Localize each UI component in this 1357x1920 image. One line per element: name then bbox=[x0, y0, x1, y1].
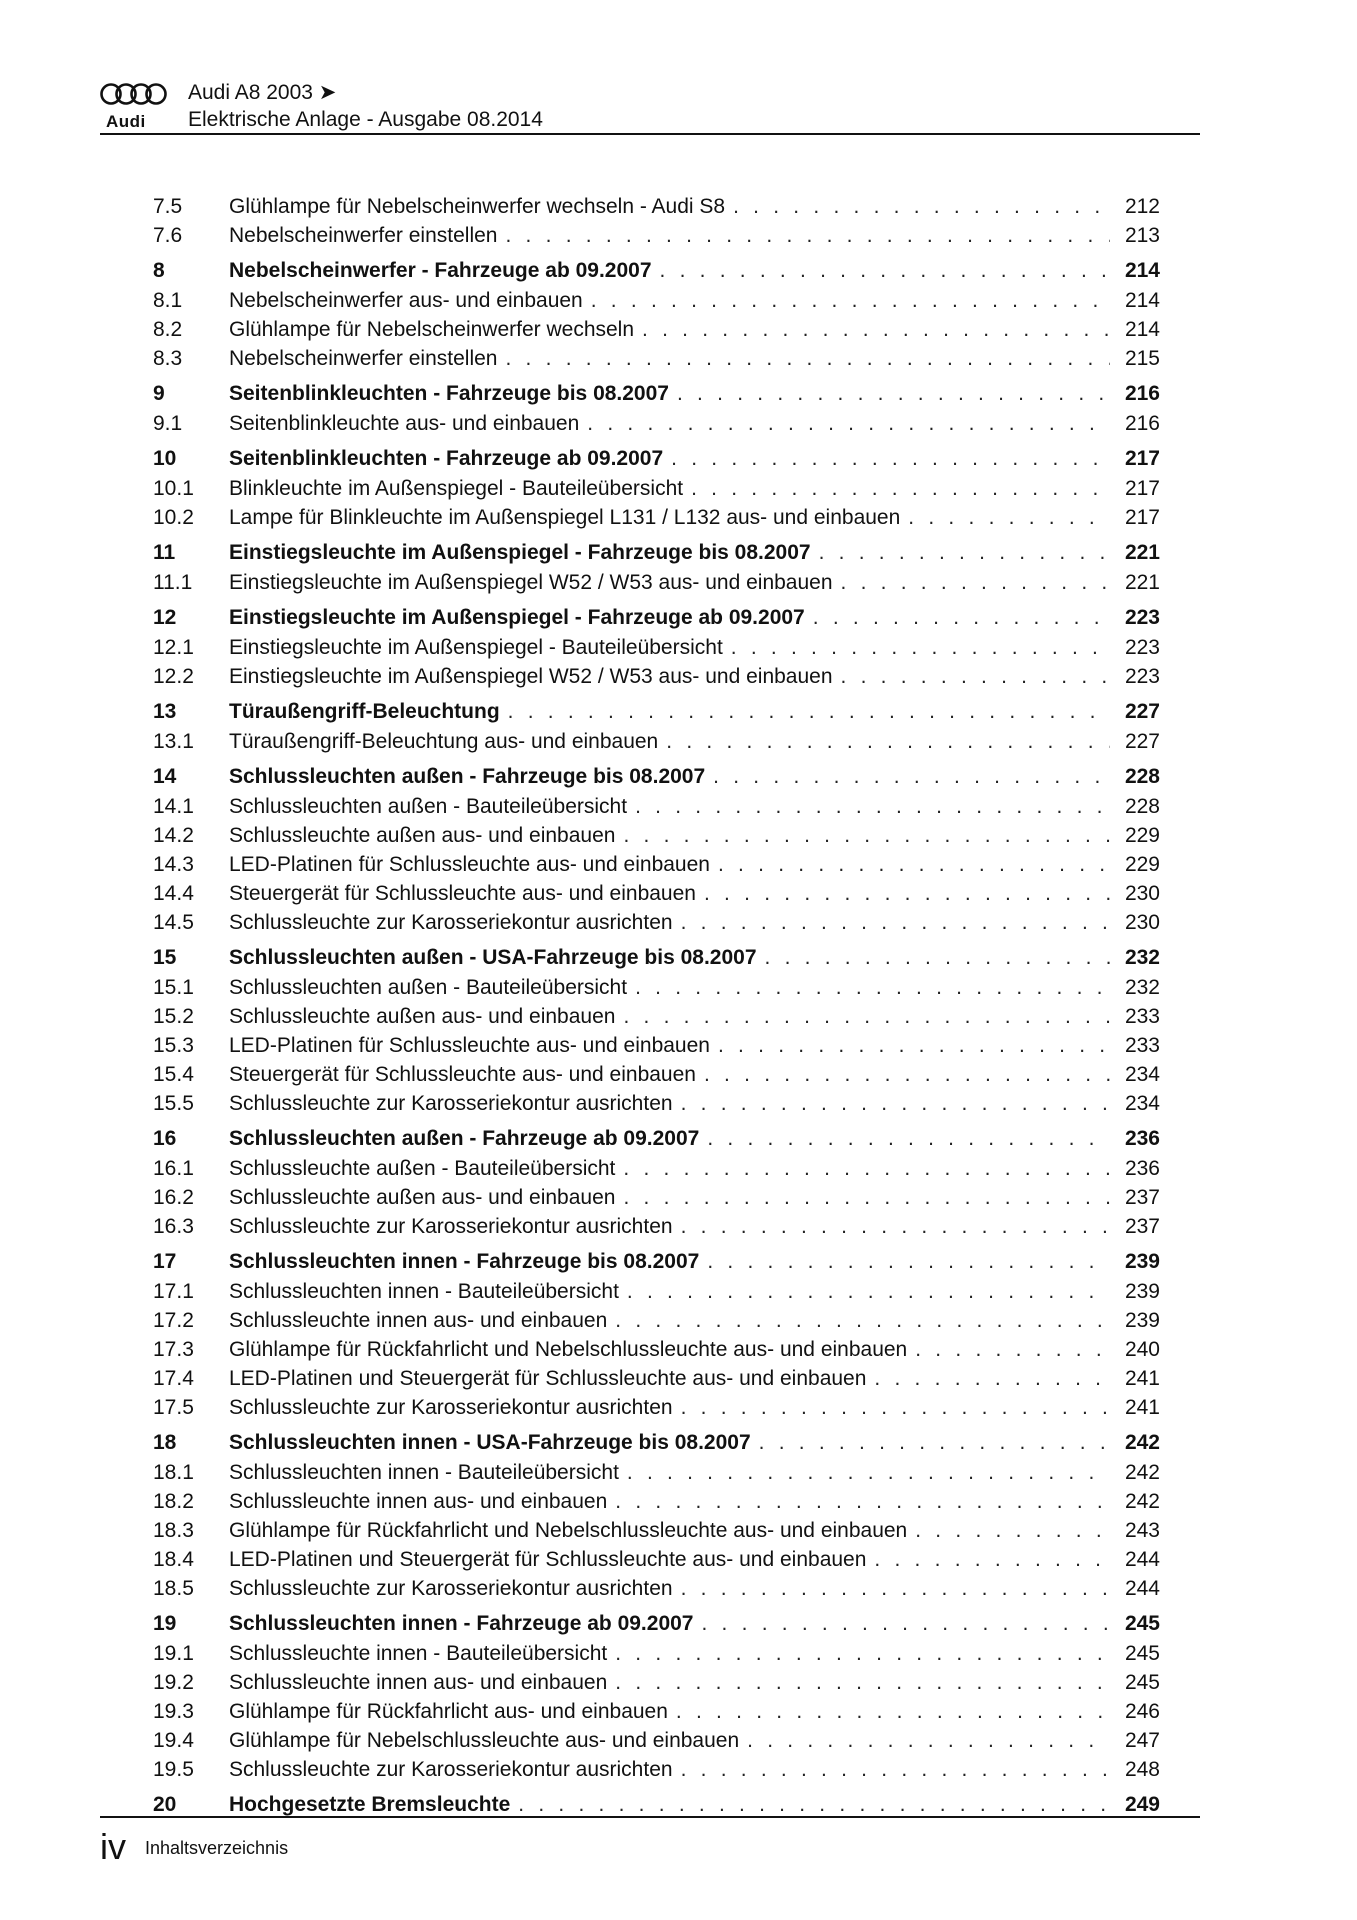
toc-entry[interactable] bbox=[153, 1277, 1160, 1306]
toc-entry-title: Glühlampe für Nebelscheinwerfer wechseln - Audi S8 bbox=[229, 195, 726, 218]
toc-entry-title: LED-Platinen und Steuergerät für Schlussleuchte aus- und einbauen bbox=[229, 1367, 867, 1390]
toc-entry-title: Schlussleuchte zur Karosseriekontur ausrichten bbox=[229, 1215, 673, 1238]
toc-entry-title: LED-Platinen für Schlussleuchte aus- und einbauen bbox=[229, 853, 710, 876]
toc-entry-page: 245 bbox=[1124, 1671, 1160, 1694]
dot-leader bbox=[707, 1246, 1110, 1277]
toc-entry-number: 16.2 bbox=[153, 1186, 194, 1209]
toc-entry-number: 13.1 bbox=[153, 730, 194, 753]
toc-entry[interactable] bbox=[153, 633, 1160, 662]
toc-entry[interactable] bbox=[153, 1002, 1160, 1031]
toc-entry-title: Schlussleuchte zur Karosseriekontur ausrichten bbox=[229, 911, 673, 934]
page-number: iv bbox=[100, 1826, 126, 1867]
toc-entry-page: 217 bbox=[1124, 477, 1160, 500]
toc-entry[interactable] bbox=[153, 1089, 1160, 1118]
dot-leader bbox=[874, 1545, 1110, 1574]
toc-entry-number: 10 bbox=[153, 447, 177, 470]
toc-entry-number: 17.2 bbox=[153, 1309, 194, 1332]
dot-leader bbox=[707, 1123, 1110, 1154]
toc-entry[interactable] bbox=[153, 973, 1160, 1002]
toc-entry-page: 245 bbox=[1124, 1642, 1160, 1665]
toc-entry[interactable] bbox=[153, 727, 1160, 756]
dot-leader bbox=[508, 696, 1110, 727]
toc-entry-number: 8.2 bbox=[153, 318, 183, 341]
toc-entry-title: LED-Platinen und Steuergerät für Schlussleuchte aus- und einbauen bbox=[229, 1548, 867, 1571]
toc-entry-page: 216 bbox=[1124, 382, 1160, 405]
toc-entry-title: Schlussleuchten außen - Fahrzeuge ab 09.2007 bbox=[229, 1127, 700, 1150]
toc-entry-page: 223 bbox=[1124, 665, 1160, 688]
toc-entry-number: 17.3 bbox=[153, 1338, 194, 1361]
table-of-contents bbox=[153, 192, 1160, 1820]
toc-entry[interactable] bbox=[153, 1031, 1160, 1060]
toc-entry[interactable] bbox=[153, 1697, 1160, 1726]
toc-entry-page: 237 bbox=[1124, 1215, 1160, 1238]
toc-chapter-entry[interactable] bbox=[153, 942, 1160, 973]
toc-entry[interactable] bbox=[153, 474, 1160, 503]
toc-entry-title: Schlussleuchte zur Karosseriekontur ausrichten bbox=[229, 1092, 673, 1115]
toc-chapter-entry[interactable] bbox=[153, 761, 1160, 792]
dot-leader bbox=[681, 1574, 1110, 1603]
toc-entry-number: 9 bbox=[153, 382, 165, 405]
dot-leader bbox=[704, 1060, 1110, 1089]
toc-entry-page: 223 bbox=[1124, 636, 1160, 659]
dot-leader bbox=[660, 255, 1110, 286]
toc-entry-title: Schlussleuchte innen aus- und einbauen bbox=[229, 1490, 608, 1513]
toc-entry-page: 217 bbox=[1124, 506, 1160, 529]
toc-entry[interactable] bbox=[153, 662, 1160, 691]
toc-entry-number: 19.4 bbox=[153, 1729, 194, 1752]
toc-entry-page: 239 bbox=[1124, 1309, 1160, 1332]
toc-entry-page: 227 bbox=[1124, 730, 1160, 753]
toc-entry-title: Schlussleuchten innen - Fahrzeuge bis 08.2007 bbox=[229, 1250, 700, 1273]
toc-entry-page: 215 bbox=[1124, 347, 1160, 370]
toc-entry-page: 217 bbox=[1124, 447, 1160, 470]
toc-entry-page: 242 bbox=[1124, 1490, 1160, 1513]
toc-entry-number: 19.1 bbox=[153, 1642, 194, 1665]
toc-entry[interactable] bbox=[153, 1060, 1160, 1089]
toc-entry-number: 14.2 bbox=[153, 824, 194, 847]
toc-entry-title: Schlussleuchten außen - Bauteileübersicht bbox=[229, 976, 628, 999]
dot-leader bbox=[759, 1427, 1110, 1458]
toc-entry-title: Seitenblinkleuchten - Fahrzeuge ab 09.2007 bbox=[229, 447, 664, 470]
toc-entry-number: 12.1 bbox=[153, 636, 194, 659]
toc-entry-page: 237 bbox=[1124, 1186, 1160, 1209]
toc-entry-title: Nebelscheinwerfer - Fahrzeuge ab 09.2007 bbox=[229, 259, 652, 282]
toc-entry-title: Schlussleuchte zur Karosseriekontur ausrichten bbox=[229, 1396, 673, 1419]
toc-entry-page: 244 bbox=[1124, 1548, 1160, 1571]
toc-entry-page: 232 bbox=[1124, 976, 1160, 999]
toc-entry-title: Schlussleuchten innen - Bauteileübersicht bbox=[229, 1461, 619, 1484]
toc-entry-number: 15.1 bbox=[153, 976, 194, 999]
toc-entry[interactable] bbox=[153, 1755, 1160, 1784]
toc-entry-number: 12 bbox=[153, 606, 177, 629]
toc-entry-number: 15.5 bbox=[153, 1092, 194, 1115]
dot-leader bbox=[627, 1277, 1110, 1306]
toc-entry-title: Einstiegsleuchte im Außenspiegel - Fahrzeuge bis 08.2007 bbox=[229, 541, 811, 564]
toc-entry-title: Schlussleuchte zur Karosseriekontur ausrichten bbox=[229, 1758, 673, 1781]
toc-entry-page: 233 bbox=[1124, 1005, 1160, 1028]
document-model-title: Audi A8 2003 ➤ bbox=[188, 81, 337, 104]
dot-leader bbox=[747, 1726, 1110, 1755]
toc-entry-number: 17.1 bbox=[153, 1280, 194, 1303]
toc-entry-page: 240 bbox=[1124, 1338, 1160, 1361]
toc-entry-title: Hochgesetzte Bremsleuchte bbox=[229, 1793, 511, 1816]
toc-entry-page: 223 bbox=[1124, 606, 1160, 629]
toc-entry-page: 242 bbox=[1124, 1461, 1160, 1484]
dot-leader bbox=[841, 662, 1110, 691]
toc-entry-number: 7.6 bbox=[153, 224, 183, 247]
toc-entry-number: 14.1 bbox=[153, 795, 194, 818]
toc-entry-number: 14.4 bbox=[153, 882, 194, 905]
toc-entry-number: 15.4 bbox=[153, 1063, 194, 1086]
toc-entry-title: Glühlampe für Nebelschlussleuchte aus- und einbauen bbox=[229, 1729, 740, 1752]
toc-entry-number: 11 bbox=[153, 541, 176, 564]
toc-entry-number: 13 bbox=[153, 700, 177, 723]
toc-entry[interactable] bbox=[153, 286, 1160, 315]
toc-entry[interactable] bbox=[153, 1639, 1160, 1668]
dot-leader bbox=[677, 378, 1110, 409]
toc-entry-page: 246 bbox=[1124, 1700, 1160, 1723]
toc-entry-number: 17.5 bbox=[153, 1396, 194, 1419]
toc-entry[interactable] bbox=[153, 1364, 1160, 1393]
toc-entry-page: 245 bbox=[1124, 1612, 1160, 1635]
toc-entry-number: 15.2 bbox=[153, 1005, 194, 1028]
header-divider bbox=[100, 133, 1200, 135]
toc-entry-number: 14.5 bbox=[153, 911, 194, 934]
toc-entry-page: 229 bbox=[1124, 824, 1160, 847]
toc-entry-title: Schlussleuchten innen - Bauteileübersicht bbox=[229, 1280, 619, 1303]
toc-entry-number: 16.3 bbox=[153, 1215, 194, 1238]
toc-entry-title: Nebelscheinwerfer aus- und einbauen bbox=[229, 289, 583, 312]
toc-entry-page: 229 bbox=[1124, 853, 1160, 876]
dot-leader bbox=[505, 344, 1110, 373]
dot-leader bbox=[681, 908, 1110, 937]
toc-entry[interactable] bbox=[153, 1335, 1160, 1364]
dot-leader bbox=[681, 1089, 1110, 1118]
dot-leader bbox=[635, 973, 1110, 1002]
toc-entry-page: 214 bbox=[1124, 259, 1160, 282]
document-edition-title: Elektrische Anlage - Ausgabe 08.2014 bbox=[188, 108, 543, 131]
toc-entry-number: 19.3 bbox=[153, 1700, 194, 1723]
dot-leader bbox=[623, 1154, 1110, 1183]
dot-leader bbox=[681, 1755, 1110, 1784]
toc-entry-page: 216 bbox=[1124, 412, 1160, 435]
toc-entry-title: Seitenblinkleuchte aus- und einbauen bbox=[229, 412, 580, 435]
dot-leader bbox=[642, 315, 1110, 344]
dot-leader bbox=[765, 942, 1111, 973]
toc-entry[interactable] bbox=[153, 568, 1160, 597]
toc-entry-title: Schlussleuchte innen aus- und einbauen bbox=[229, 1671, 608, 1694]
dot-leader bbox=[691, 474, 1110, 503]
toc-entry-title: Glühlampe für Rückfahrlicht und Nebelschlussleuchte aus- und einbauen bbox=[229, 1338, 908, 1361]
dot-leader bbox=[874, 1364, 1110, 1393]
toc-entry-number: 20 bbox=[153, 1793, 177, 1816]
toc-entry-title: Schlussleuchte außen aus- und einbauen bbox=[229, 1005, 616, 1028]
toc-entry-number: 11.1 bbox=[153, 571, 193, 594]
dot-leader bbox=[704, 879, 1110, 908]
dot-leader bbox=[623, 1002, 1110, 1031]
dot-leader bbox=[718, 850, 1110, 879]
toc-entry-number: 14.3 bbox=[153, 853, 194, 876]
toc-entry-page: 212 bbox=[1124, 195, 1160, 218]
toc-entry-number: 7.5 bbox=[153, 195, 183, 218]
toc-entry-title: Glühlampe für Rückfahrlicht aus- und einbauen bbox=[229, 1700, 668, 1723]
toc-entry[interactable] bbox=[153, 1574, 1160, 1603]
dot-leader bbox=[587, 409, 1110, 438]
toc-entry-page: 241 bbox=[1124, 1367, 1160, 1390]
toc-entry[interactable] bbox=[153, 315, 1160, 344]
toc-entry-title: Nebelscheinwerfer einstellen bbox=[229, 347, 498, 370]
toc-entry-number: 12.2 bbox=[153, 665, 194, 688]
toc-entry[interactable] bbox=[153, 821, 1160, 850]
dot-leader bbox=[505, 221, 1110, 250]
toc-entry-title: Schlussleuchte innen - Bauteileübersicht bbox=[229, 1642, 608, 1665]
toc-entry-page: 236 bbox=[1124, 1127, 1160, 1150]
toc-chapter-entry[interactable] bbox=[153, 1123, 1160, 1154]
toc-entry-number: 15 bbox=[153, 946, 177, 969]
toc-entry[interactable] bbox=[153, 1545, 1160, 1574]
toc-entry-number: 19 bbox=[153, 1612, 177, 1635]
toc-entry[interactable] bbox=[153, 1487, 1160, 1516]
toc-chapter-entry[interactable] bbox=[153, 1608, 1160, 1639]
dot-leader bbox=[915, 1516, 1110, 1545]
toc-entry[interactable] bbox=[153, 1393, 1160, 1422]
dot-leader bbox=[627, 1458, 1110, 1487]
toc-entry-title: Schlussleuchte außen aus- und einbauen bbox=[229, 824, 616, 847]
toc-entry[interactable] bbox=[153, 1306, 1160, 1335]
toc-entry-title: Einstiegsleuchte im Außenspiegel W52 / W53 aus- und einbauen bbox=[229, 665, 833, 688]
dot-leader bbox=[671, 443, 1110, 474]
toc-entry-number: 17.4 bbox=[153, 1367, 194, 1390]
toc-entry[interactable] bbox=[153, 1154, 1160, 1183]
toc-entry[interactable] bbox=[153, 503, 1160, 532]
toc-entry-page: 228 bbox=[1124, 795, 1160, 818]
brand-wordmark: Audi bbox=[106, 112, 146, 131]
toc-entry-title: Schlussleuchten außen - Fahrzeuge bis 08.2007 bbox=[229, 765, 706, 788]
toc-entry-number: 8 bbox=[153, 259, 165, 282]
toc-entry-number: 18.2 bbox=[153, 1490, 194, 1513]
toc-entry-number: 14 bbox=[153, 765, 177, 788]
toc-entry-title: Seitenblinkleuchten - Fahrzeuge bis 08.2007 bbox=[229, 382, 669, 405]
toc-entry-page: 230 bbox=[1124, 882, 1160, 905]
toc-entry-title: Schlussleuchten außen - USA-Fahrzeuge bis 08.2007 bbox=[229, 946, 757, 969]
toc-entry[interactable] bbox=[153, 908, 1160, 937]
toc-entry-number: 8.1 bbox=[153, 289, 183, 312]
toc-entry-title: Türaußengriff-Beleuchtung bbox=[229, 700, 500, 723]
dot-leader bbox=[731, 633, 1110, 662]
toc-entry-page: 234 bbox=[1124, 1092, 1160, 1115]
toc-entry-number: 18.5 bbox=[153, 1577, 194, 1600]
toc-entry-page: 242 bbox=[1124, 1431, 1160, 1454]
toc-chapter-entry[interactable] bbox=[153, 378, 1160, 409]
toc-entry-number: 18.3 bbox=[153, 1519, 194, 1542]
toc-chapter-entry[interactable] bbox=[153, 602, 1160, 633]
toc-entry-title: Einstiegsleuchte im Außenspiegel - Bauteileübersicht bbox=[229, 636, 723, 659]
toc-entry-title: Schlussleuchten innen - USA-Fahrzeuge bis 08.2007 bbox=[229, 1431, 751, 1454]
toc-entry-title: Glühlampe für Rückfahrlicht und Nebelschlussleuchte aus- und einbauen bbox=[229, 1519, 908, 1542]
dot-leader bbox=[623, 821, 1110, 850]
toc-entry[interactable] bbox=[153, 879, 1160, 908]
toc-entry-page: 244 bbox=[1124, 1577, 1160, 1600]
toc-entry-title: Einstiegsleuchte im Außenspiegel W52 / W53 aus- und einbauen bbox=[229, 571, 833, 594]
dot-leader bbox=[681, 1393, 1110, 1422]
toc-chapter-entry[interactable] bbox=[153, 537, 1160, 568]
toc-entry-title: Türaußengriff-Beleuchtung aus- und einbauen bbox=[229, 730, 659, 753]
toc-chapter-entry[interactable] bbox=[153, 1246, 1160, 1277]
toc-entry[interactable] bbox=[153, 1212, 1160, 1241]
toc-entry-page: 214 bbox=[1124, 318, 1160, 341]
toc-entry-page: 243 bbox=[1124, 1519, 1160, 1542]
toc-entry-title: Schlussleuchte zur Karosseriekontur ausrichten bbox=[229, 1577, 673, 1600]
toc-entry[interactable] bbox=[153, 1726, 1160, 1755]
toc-entry[interactable] bbox=[153, 1183, 1160, 1212]
toc-entry-title: Schlussleuchten innen - Fahrzeuge ab 09.2007 bbox=[229, 1612, 694, 1635]
toc-entry-number: 19.2 bbox=[153, 1671, 194, 1694]
dot-leader bbox=[733, 192, 1110, 221]
dot-leader bbox=[718, 1031, 1110, 1060]
toc-entry-page: 228 bbox=[1124, 765, 1160, 788]
dot-leader bbox=[591, 286, 1110, 315]
toc-entry[interactable] bbox=[153, 850, 1160, 879]
toc-entry-page: 232 bbox=[1124, 946, 1160, 969]
toc-entry-number: 18 bbox=[153, 1431, 177, 1454]
toc-entry-number: 9.1 bbox=[153, 412, 183, 435]
toc-entry[interactable] bbox=[153, 221, 1160, 250]
dot-leader bbox=[615, 1487, 1110, 1516]
toc-entry-title: Blinkleuchte im Außenspiegel - Bauteileübersicht bbox=[229, 477, 684, 500]
dot-leader bbox=[615, 1306, 1110, 1335]
toc-entry-page: 230 bbox=[1124, 911, 1160, 934]
toc-entry-title: Schlussleuchte außen aus- und einbauen bbox=[229, 1186, 616, 1209]
toc-entry-number: 10.1 bbox=[153, 477, 194, 500]
toc-entry-page: 234 bbox=[1124, 1063, 1160, 1086]
dot-leader bbox=[713, 761, 1110, 792]
toc-entry-number: 19.5 bbox=[153, 1758, 194, 1781]
toc-chapter-entry[interactable] bbox=[153, 443, 1160, 474]
toc-entry-number: 15.3 bbox=[153, 1034, 194, 1057]
toc-entry-page: 233 bbox=[1124, 1034, 1160, 1057]
toc-entry-title: Glühlampe für Nebelscheinwerfer wechseln bbox=[229, 318, 635, 341]
toc-entry-page: 214 bbox=[1124, 289, 1160, 312]
dot-leader bbox=[841, 568, 1110, 597]
dot-leader bbox=[666, 727, 1110, 756]
footer-divider bbox=[100, 1816, 1200, 1818]
dot-leader bbox=[615, 1668, 1110, 1697]
toc-entry-title: Schlussleuchten außen - Bauteileübersicht bbox=[229, 795, 628, 818]
toc-chapter-entry[interactable] bbox=[153, 1427, 1160, 1458]
toc-entry-number: 17 bbox=[153, 1250, 177, 1273]
toc-entry-page: 236 bbox=[1124, 1157, 1160, 1180]
dot-leader bbox=[701, 1608, 1110, 1639]
dot-leader bbox=[681, 1212, 1110, 1241]
toc-entry-page: 247 bbox=[1124, 1729, 1160, 1752]
toc-entry-number: 10.2 bbox=[153, 506, 194, 529]
toc-entry-page: 221 bbox=[1124, 571, 1160, 594]
dot-leader bbox=[819, 537, 1110, 568]
dot-leader bbox=[676, 1697, 1110, 1726]
toc-entry-title: Steuergerät für Schlussleuchte aus- und einbauen bbox=[229, 1063, 696, 1086]
toc-entry[interactable] bbox=[153, 792, 1160, 821]
toc-entry-title: Lampe für Blinkleuchte im Außenspiegel L131 / L132 aus- und einbauen bbox=[229, 506, 901, 529]
toc-entry[interactable] bbox=[153, 344, 1160, 373]
toc-entry-title: Einstiegsleuchte im Außenspiegel - Fahrzeuge ab 09.2007 bbox=[229, 606, 805, 629]
toc-entry-page: 239 bbox=[1124, 1250, 1160, 1273]
toc-entry-number: 16 bbox=[153, 1127, 177, 1150]
toc-chapter-entry[interactable] bbox=[153, 696, 1160, 727]
toc-entry-page: 213 bbox=[1124, 224, 1160, 247]
toc-entry-title: Schlussleuchte innen aus- und einbauen bbox=[229, 1309, 608, 1332]
toc-entry-page: 241 bbox=[1124, 1396, 1160, 1419]
dot-leader bbox=[615, 1639, 1110, 1668]
toc-chapter-entry[interactable] bbox=[153, 255, 1160, 286]
toc-entry-page: 221 bbox=[1124, 541, 1160, 564]
toc-entry-page: 249 bbox=[1124, 1793, 1160, 1816]
toc-entry-title: Nebelscheinwerfer einstellen bbox=[229, 224, 498, 247]
dot-leader bbox=[915, 1335, 1110, 1364]
toc-entry-number: 8.3 bbox=[153, 347, 183, 370]
dot-leader bbox=[813, 602, 1110, 633]
toc-entry-title: LED-Platinen für Schlussleuchte aus- und einbauen bbox=[229, 1034, 710, 1057]
dot-leader bbox=[635, 792, 1110, 821]
dot-leader bbox=[623, 1183, 1110, 1212]
toc-entry[interactable] bbox=[153, 1668, 1160, 1697]
toc-entry-number: 18.1 bbox=[153, 1461, 194, 1484]
footer-section-label: Inhaltsverzeichnis bbox=[145, 1838, 289, 1858]
toc-entry-number: 16.1 bbox=[153, 1157, 194, 1180]
toc-entry[interactable] bbox=[153, 192, 1160, 221]
toc-entry-title: Schlussleuchte außen - Bauteileübersicht bbox=[229, 1157, 616, 1180]
dot-leader bbox=[908, 503, 1110, 532]
toc-entry[interactable] bbox=[153, 1516, 1160, 1545]
toc-entry-number: 18.4 bbox=[153, 1548, 194, 1571]
toc-entry[interactable] bbox=[153, 409, 1160, 438]
toc-entry-page: 227 bbox=[1124, 700, 1160, 723]
toc-entry-page: 239 bbox=[1124, 1280, 1160, 1303]
toc-entry-page: 248 bbox=[1124, 1758, 1160, 1781]
page-header bbox=[100, 78, 1200, 134]
toc-entry-title: Steuergerät für Schlussleuchte aus- und einbauen bbox=[229, 882, 696, 905]
toc-entry[interactable] bbox=[153, 1458, 1160, 1487]
